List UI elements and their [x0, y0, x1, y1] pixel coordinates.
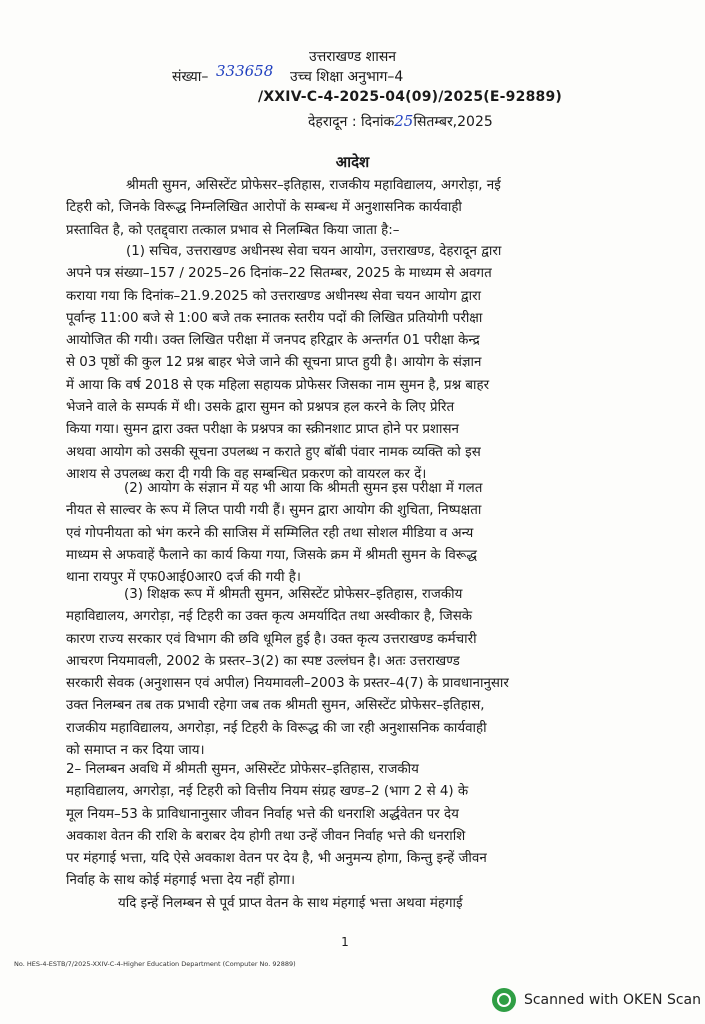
point-line: नीयत से साल्वर के रूप में लिप्त पायी गयी हैं। सुमन द्वारा आयोग की शुचिता, निष्पक्षता: [66, 503, 482, 519]
point-line: (3) शिक्षक रूप में श्रीमती सुमन, असिस्टेंट प्रोफेसर–इतिहास, राजकीय: [124, 587, 463, 602]
point-line: (1) सचिव, उत्तराखण्ड अधीनस्थ सेवा चयन आयोग, उत्तराखण्ड, देहरादून द्वारा: [126, 244, 502, 259]
section-line: अवकाश वेतन की राशि के बराबर देय होगी तथा उन्हें जीवन निर्वाह भत्ते की धनराशि: [66, 828, 466, 844]
sankhya-label: संख्या–: [172, 69, 209, 85]
point-line: किया गया। सुमन द्वारा उक्त परीक्षा के प्रश्नपत्र का स्क्रीनशाट प्राप्त होने पर प्रशासन: [66, 422, 459, 438]
scanner-watermark: [492, 988, 701, 1012]
point-line: महाविद्यालय, अगरोड़ा, नई टिहरी का उक्त कृत्य अमर्यादित तथा अस्वीकार है, जिसके: [66, 609, 473, 625]
point-line: भेजने वाले के सम्पर्क में थी। उसके द्वारा सुमन को प्रश्नपत्र हल करने के लिए प्रेरित: [66, 400, 455, 416]
page-number: 1: [341, 935, 349, 949]
govt-name: उत्तराखण्ड शासन: [308, 49, 397, 65]
section-line: पर मंहगाई भत्ता, यदि ऐसे अवकाश वेतन पर देय है, भी अनुमन्य होगा, किन्तु इन्हें जीवन: [66, 851, 487, 867]
point-line: आयोजित की गयी। उक्त लिखित परीक्षा में जनपद हरिद्वार के अन्तर्गत 01 परीक्षा केन्द्र: [66, 333, 480, 349]
intro-line: प्रस्तावित है, को एतद्द्वारा तत्काल प्रभाव से निलम्बित किया जाता है:–: [66, 222, 400, 238]
intro-paragraph: [66, 175, 624, 242]
point-3: [66, 584, 624, 762]
section-line: निर्वाह के साथ कोई मंहगाई भत्ता देय नहीं होगा।: [66, 873, 296, 889]
point-1: [66, 241, 624, 486]
point-line: उक्त निलम्बन तब तक प्रभावी रहेगा जब तक श्रीमती सुमन, असिस्टेंट प्रोफेसर–इतिहास,: [66, 698, 485, 714]
reference-code: /XXIV-C-4-2025-04(09)/2025(E-92889): [258, 89, 562, 105]
point-line: (2) आयोग के संज्ञान में यह भी आया कि श्रीमती सुमन इस परीक्षा में गलत: [124, 481, 483, 496]
footer-file-number: No. HES-4-ESTB/7/2025-XXIV-C-4-Higher Education Department (Computer No. 92889): [14, 960, 296, 968]
section-line: यदि इन्हें निलम्बन से पूर्व प्राप्त वेतन के साथ मंहगाई भत्ता अथवा मंहगाई: [118, 895, 463, 911]
intro-line: श्रीमती सुमन, असिस्टेंट प्रोफेसर–इतिहास, राजकीय महाविद्यालय, अगरोड़ा, नई: [126, 178, 501, 193]
section-line: महाविद्यालय, अगरोड़ा, नई टिहरी को वित्तीय नियम संग्रह खण्ड–2 (भाग 2 से 4) के: [66, 784, 469, 800]
point-line: थाना रायपुर में एफ0आई0आर0 दर्ज की गयी है।: [66, 570, 301, 586]
point-line: सरकारी सेवक (अनुशासन एवं अपील) नियमावली–2003 के प्रस्तर–4(7) के प्रावधानानुसार: [66, 676, 509, 692]
point-line: पूर्वान्ह 11:00 बजे से 1:00 बजे तक स्नातक स्तरीय पदों की लिखित प्रतियोगी परीक्षा: [66, 310, 483, 326]
sankhya-handwritten: 333658: [216, 62, 274, 80]
oken-scan-icon: [492, 988, 516, 1012]
section-line: मूल नियम–53 के प्राविधानानुसार जीवन निर्वाह भत्ते की धनराशि अर्द्धवेतन पर देय: [66, 806, 459, 822]
point-line: राजकीय महाविद्यालय, अगरोड़ा, नई टिहरी के विरूद्ध की जा रही अनुशासनिक कार्यवाही: [66, 720, 487, 736]
point-line: माध्यम से अफवाहें फैलाने का कार्य किया गया, जिसके क्रम में श्रीमती सुमन के विरूद्ध: [66, 547, 477, 563]
point-line: आचरण नियमावली, 2002 के प्रस्तर–3(2) का स्पष्ट उल्लंघन है। अतः उत्तराखण्ड: [66, 653, 460, 669]
date-prefix: देहरादून : दिनांक: [308, 114, 395, 130]
section-2: [66, 759, 624, 915]
point-line: आशय से उपलब्ध करा दी गयी कि वह सम्बन्धित प्रकरण को वायरल कर दें।: [66, 466, 427, 482]
order-title: आदेश: [335, 153, 370, 171]
point-line: कराया गया कि दिनांक–21.9.2025 को उत्तराखण्ड अधीनस्थ सेवा चयन आयोग द्वारा: [66, 288, 482, 304]
department-section: उच्च शिक्षा अनुभाग–4: [290, 69, 404, 85]
point-line: को समाप्त न कर दिया जाय।: [66, 743, 205, 759]
point-line: से 03 पृष्ठों की कुल 12 प्रश्न बाहर भेजे जाने की सूचना प्राप्त हुयी है। आयोग के संज्ञान: [66, 355, 482, 371]
section-line: 2– निलम्बन अवधि में श्रीमती सुमन, असिस्टेंट प्रोफेसर–इतिहास, राजकीय: [66, 762, 419, 777]
intro-line: टिहरी को, जिनके विरूद्ध निम्नलिखित आरोपों के सम्बन्ध में अनुशासनिक कार्यवाही: [66, 200, 462, 216]
point-line: में आया कि वर्ष 2018 से एक महिला सहायक प्रोफेसर जिसका नाम सुमन है, प्रश्न बाहर: [66, 377, 490, 393]
point-line: अथवा आयोग को उसकी सूचना उपलब्ध न कराते हुए बॉबी पंवार नामक व्यक्ति को इस: [66, 444, 481, 460]
date-suffix: सितम्बर,2025: [413, 114, 493, 130]
date-handwritten: 25: [394, 112, 414, 130]
point-line: अपने पत्र संख्या–157 / 2025–26 दिनांक–22 सितम्बर, 2025 के माध्यम से अवगत: [66, 266, 492, 282]
point-line: कारण राज्य सरकार एवं विभाग की छवि धूमिल हुई है। उक्त कृत्य उत्तराखण्ड कर्मचारी: [66, 631, 477, 647]
point-line: एवं गोपनीयता को भंग करने की साजिस में सम्मिलित रही तथा सोशल मीडिया व अन्य: [66, 525, 474, 541]
date-line: [308, 112, 493, 131]
point-2: [66, 478, 624, 589]
scanner-label: Scanned with OKEN Scan: [523, 992, 701, 1008]
